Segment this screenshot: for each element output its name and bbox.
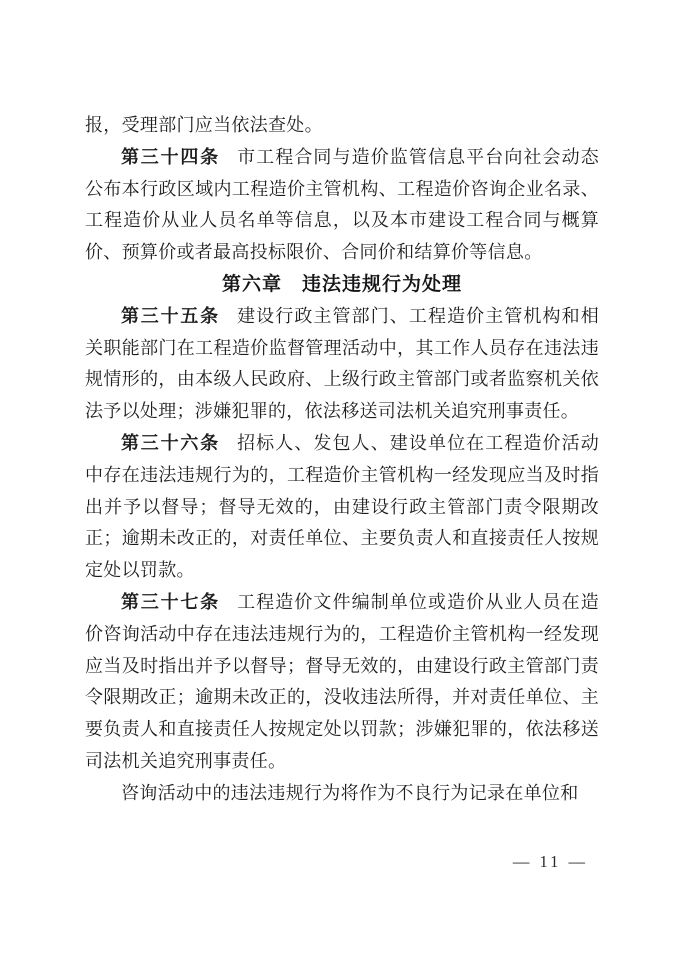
paragraph-text: 市工程合同与造价监管信息平台向社会动态公布本行政区域内工程造价主管机构、工程造价咨询企业名录、工程造价从业人员名单等信息，以及本市建设工程合同与概算价、预算价或者最高投标限价、合同价和结算价等信息。 [85,146,600,263]
paragraph-text: 报，受理部门应当依法查处。 [85,115,323,135]
article-number-label: 第三十六条 [121,432,220,453]
paragraph-text: 咨询活动中的违法违规行为将作为不良行为记录在单位和 [121,782,579,803]
document-body [85,110,599,810]
page-number: — 11 — [512,852,588,871]
paragraph-trailing [85,778,599,810]
paragraph-text: 建设行政主管部门、工程造价主管机构和相关职能部门在工程造价监督管理活动中，其工作人员存在违法违规情形的，由本级人民政府、上级行政主管部门或者监察机关依法予以处理；涉嫌犯罪的，依法移送司法机关追究刑事责任。 [85,305,600,422]
paragraph-article-34 [85,142,599,269]
paragraph-article-35 [85,301,599,428]
article-number-label: 第三十五条 [121,305,220,326]
paragraph-article-36 [85,428,599,587]
paragraph-text: 工程造价文件编制单位或造价从业人员在造价咨询活动中存在违法违规行为的，工程造价主管机构一经发现应当及时指出并予以督导；督导无效的，由建设行政主管部门责令限期改正；逾期未改正的，没收违法所得，并对责任单位、主要负责人和直接责任人按规定处以罚款；涉嫌犯罪的，依法移送司法机关追究刑事责任。 [85,591,600,771]
article-number-label: 第三十四条 [121,146,220,167]
paragraph-text: 招标人、发包人、建设单位在工程造价活动中存在违法违规行为的，工程造价主管机构一经发现应当及时指出并予以督导；督导无效的，由建设行政主管部门责令限期改正；逾期未改正的，对责任单位、主要负责人和直接责任人按规定处以罚款。 [85,432,600,581]
chapter-heading: 第六章 违法违规行为处理 [221,273,462,295]
paragraph-continuation [85,110,599,142]
paragraph-article-37 [85,587,599,778]
article-number-label: 第三十七条 [121,591,220,612]
